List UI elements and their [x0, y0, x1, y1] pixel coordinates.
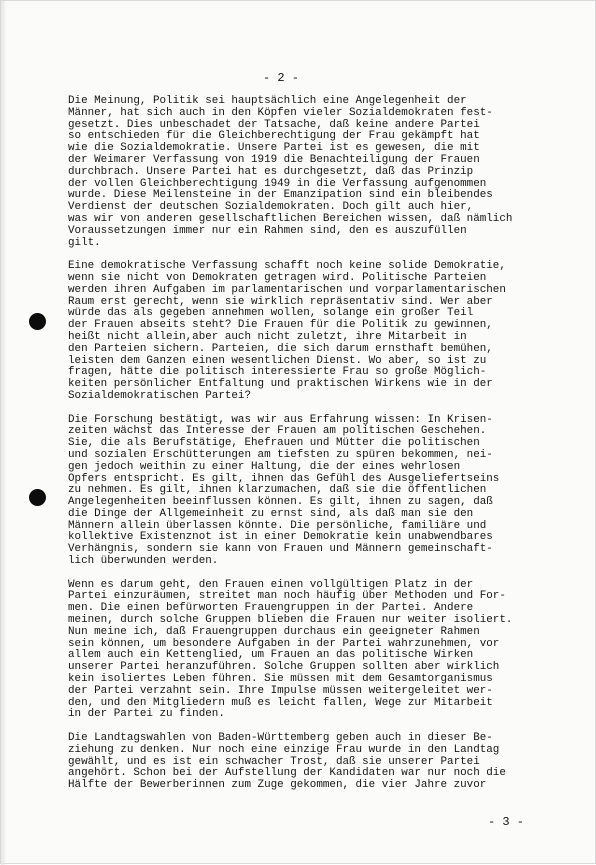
paragraph-1 — [68, 96, 568, 249]
text-line: der Weimarer Verfassung von 1919 die Benachteiligung der Frauen — [68, 153, 480, 166]
text-line: lich überwunden werden. — [68, 555, 219, 568]
paragraph-5 — [68, 733, 568, 792]
text-line: Nun meine ich, daß Frauengruppen durchaus ein geeigneter Rahmen — [68, 625, 480, 638]
paragraph-3 — [68, 415, 568, 568]
text-line: gen jedoch weithin zu einer Haltung, die der eines wehrlosen — [68, 460, 461, 473]
page-number-top: - 2 - — [262, 71, 299, 85]
text-line: wie die Sozialdemokratie. Unsere Partei ist es gewesen, die mit — [68, 142, 480, 155]
text-line: der vollen Gleichberechtigung 1949 in die Verfassung aufgenommen — [68, 177, 487, 190]
text-line: wurde. Diese Meilensteine in der Emanzipation sind ein bleibendes — [68, 189, 493, 202]
text-line: kollektive Existenznot ist in einer Demokratie kein unabwendbares — [68, 531, 493, 544]
text-line: Verdienst der deutschen Sozialdemokraten. Doch gilt auch hier, — [68, 201, 474, 214]
text-line: so entschieden für die Gleichberechtigung der Frau gekämpft hat — [68, 130, 480, 143]
text-line: den, und den Mitgliedern muß es leicht fallen, Wege zur Mitarbeit — [68, 696, 493, 709]
paragraph-2 — [68, 261, 568, 403]
text-line: Sie, die als Berufstätige, Ehefrauen und Mütter die politischen — [68, 437, 480, 450]
text-line: Opfers entspricht. Es gilt, ihnen das Gefühl des Ausgeliefertseins — [68, 472, 500, 485]
page-number-bottom: - 3 - — [488, 815, 525, 829]
text-line: men. Die einen befürworten Frauengruppen in der Partei. Andere — [68, 602, 474, 615]
text-line: angehört. Schon bei der Aufstellung der Kandidaten war nur noch die — [68, 767, 506, 780]
text-line: keiten persönlicher Entfaltung und praktischen Wirkens wie in der — [68, 378, 493, 391]
paragraph-4 — [68, 580, 568, 722]
text-line: Die Meinung, Politik sei hauptsächlich eine Angelegenheit der — [68, 95, 467, 107]
text-line: werden ihren Aufgaben im parlamentarischen und vorparlamentarischen — [68, 283, 506, 296]
text-line: unserer Partei heranzuführen. Solche Gruppen sollten aber wirklich — [68, 661, 500, 674]
text-line: die Dinge der Allgemeinheit zu ernst sind, als daß man sie den — [68, 507, 474, 520]
text-line: meinen, durch solche Gruppen blieben die Frauen nur weiter isoliert. — [68, 614, 513, 627]
punch-hole-upper — [29, 313, 46, 330]
text-line: gesetzt. Dies unbeschadet der Tatsache, daß keine andere Partei — [68, 118, 480, 131]
text-line: der Partei verzahnt sein. Ihre Impulse müssen weitergeleitet wer- — [68, 684, 493, 697]
punch-hole-lower — [29, 489, 46, 506]
text-line: Verhängnis, sondern sie kann von Frauen und Männern gemeinschaft- — [68, 543, 493, 556]
text-line: in der Partei zu finden. — [68, 708, 225, 721]
text-line: Partei einzuräumen, streitet man noch häufig über Methoden und For- — [68, 590, 506, 603]
text-line: Männern allein überlassen könnte. Die persönliche, familiäre und — [68, 519, 487, 532]
text-line: Sozialdemokratischen Partei? — [68, 389, 251, 402]
text-line: heißt nicht allein,aber auch nicht zuletzt, ihre Mitarbeit in — [68, 330, 467, 343]
text-line: sein können, um besondere Aufgaben in der Partei wahrzunehmen, vor — [68, 637, 500, 650]
text-line: würde das als gegeben annehmen wollen, solange ein großer Teil — [68, 307, 474, 320]
text-line: fragen, hätte die politisch interessierte Frau so große Möglich- — [68, 366, 487, 379]
text-line: Raum erst gerecht, wenn sie wirklich repräsentativ sind. Wer aber — [68, 295, 493, 308]
text-line: zu nehmen. Es gilt, ihnen klarzumachen, daß sie die öffentlichen — [68, 484, 487, 497]
text-line: durchbrach. Unsere Partei hat es durchgesetzt, daß das Prinzip — [68, 165, 474, 178]
text-line: ziehung zu denken. Nur noch eine einzige Frau wurde in den Landtag — [68, 743, 500, 756]
text-line: Männer, hat sich auch in den Köpfen vieler Sozialdemokraten fest- — [68, 106, 493, 119]
text-line: und sozialen Erschütterungen am tiefsten zu spüren bekommen, nei- — [68, 448, 493, 461]
text-line: der Frauen abseits steht? Die Frauen für die Politik zu gewinnen, — [68, 319, 493, 332]
body-text — [68, 96, 568, 804]
text-line: wenn sie nicht von Demokraten getragen wird. Politische Parteien — [68, 271, 487, 284]
text-line: zeiten wächst das Interesse der Frauen am politischen Geschehen. — [68, 425, 487, 438]
text-line: was wir von anderen gesellschaftlichen Bereichen wissen, daß nämlich — [68, 212, 513, 225]
text-line: Die Landtagswahlen von Baden-Württemberg geben auch in dieser Be- — [68, 732, 493, 745]
text-line: gilt. — [68, 236, 101, 249]
text-line: Angelegenheiten beeinflussen können. Es gilt, ihnen zu sagen, daß — [68, 496, 493, 509]
text-line: den Parteien sichern. Parteien, die sich darum ernsthaft bemühen, — [68, 342, 493, 355]
text-line: Hälfte der Bewerberinnen zum Zuge gekommen, die vier Jahre zuvor — [68, 779, 487, 792]
text-line: Eine demokratische Verfassung schafft noch keine solide Demokratie, — [68, 260, 506, 273]
page-edge-shadow — [1, 1, 7, 865]
text-line: Die Forschung bestätigt, was wir aus Erfahrung wissen: In Krisen- — [68, 413, 493, 426]
text-line: leisten dem Ganzen einen wesentlichen Dienst. Wo aber, so ist zu — [68, 354, 487, 367]
text-line: allem auch ein Kettenglied, um Frauen an das politische Wirken — [68, 649, 474, 662]
text-line: gewählt, und es ist ein schwacher Trost, daß sie unserer Partei — [68, 755, 480, 768]
text-line: Voraussetzungen immer nur ein Rahmen sind, den es auszufüllen — [68, 224, 467, 237]
text-line: kein isoliertes Leben führen. Sie müssen mit dem Gesamtorganismus — [68, 673, 493, 686]
text-line: Wenn es darum geht, den Frauen einen vollgültigen Platz in der — [68, 578, 474, 591]
